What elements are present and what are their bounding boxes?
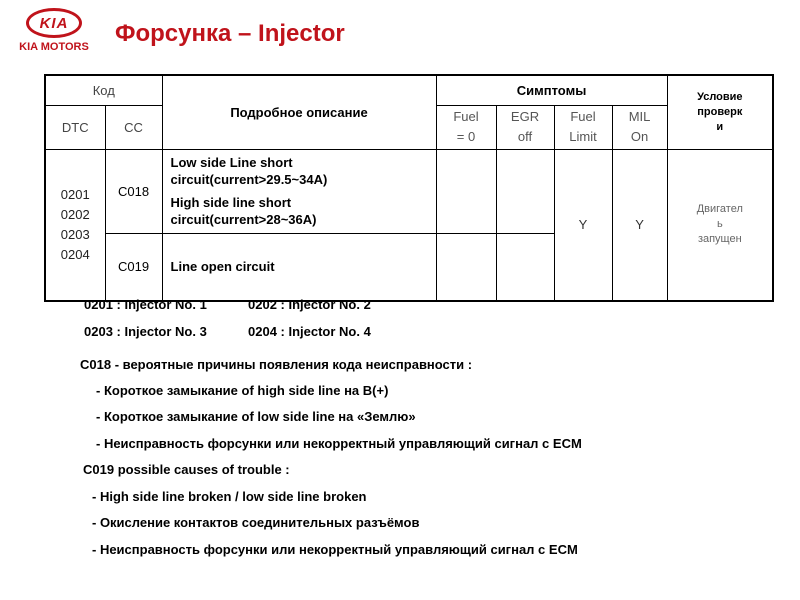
dtc-codes-cell: 0201 0202 0203 0204 bbox=[45, 149, 105, 301]
description-c019: Line open circuit bbox=[162, 233, 436, 301]
header-symptoms: Симптомы bbox=[436, 75, 667, 105]
header-cc: CC bbox=[105, 105, 162, 149]
header-egr-off: EGR off bbox=[496, 105, 554, 149]
kia-logo-mark bbox=[26, 8, 82, 38]
cc-c019: C019 bbox=[105, 233, 162, 301]
c019-heading: C019 possible causes of trouble : bbox=[83, 462, 290, 477]
codes-note-2a: 0203 : Injector No. 3 bbox=[84, 324, 207, 339]
c018-cause-1: - Короткое замыкание of high side line на В(+) bbox=[96, 383, 389, 398]
condition-value: Двигател ь запущен bbox=[667, 149, 773, 301]
header-code: Код bbox=[45, 75, 162, 105]
kia-logo-mark-text: KIA bbox=[39, 14, 69, 32]
c018-cause-3: - Неисправность форсунки или некорректный управляющий сигнал с ECM bbox=[96, 436, 582, 451]
c019-cause-2: - Окисление контактов соединительных разъёмов bbox=[92, 515, 420, 530]
page-title: Форсунка – Injector bbox=[115, 20, 345, 47]
c018-heading: C018 - вероятные причины появления кода неисправности : bbox=[80, 357, 473, 372]
header-mil-on: MIL On bbox=[612, 105, 667, 149]
description-c018: Low side Line short circuit(current>29.5~34A) High side line short circuit(current>28~36A) bbox=[162, 149, 436, 233]
dtc-table bbox=[44, 74, 774, 302]
header-description: Подробное описание bbox=[162, 75, 436, 149]
table-row bbox=[45, 149, 773, 233]
fuel-limit-value: Y bbox=[554, 149, 612, 301]
c019-cause-1: - High side line broken / low side line broken bbox=[92, 489, 367, 504]
fuel-zero-c019 bbox=[436, 233, 496, 301]
codes-note-1b: 0202 : Injector No. 2 bbox=[248, 297, 371, 312]
egr-off-c018 bbox=[496, 149, 554, 233]
mil-on-value: Y bbox=[612, 149, 667, 301]
kia-logo-text: KIA MOTORS bbox=[19, 41, 89, 53]
codes-note-1a: 0201 : Injector No. 1 bbox=[84, 297, 207, 312]
header-fuel-zero: Fuel = 0 bbox=[436, 105, 496, 149]
kia-logo bbox=[8, 8, 100, 58]
c019-cause-3: - Неисправность форсунки или некорректный управляющий сигнал с ECM bbox=[92, 542, 578, 557]
header-condition: Условие проверк и bbox=[667, 75, 773, 149]
header-fuel-limit: Fuel Limit bbox=[554, 105, 612, 149]
fuel-zero-c018 bbox=[436, 149, 496, 233]
codes-note-2b: 0204 : Injector No. 4 bbox=[248, 324, 371, 339]
header-dtc: DTC bbox=[45, 105, 105, 149]
c018-cause-2: - Короткое замыкание of low side line на «Землю» bbox=[96, 409, 416, 424]
table-header-row bbox=[45, 75, 773, 105]
egr-off-c019 bbox=[496, 233, 554, 301]
cc-c018: C018 bbox=[105, 149, 162, 233]
